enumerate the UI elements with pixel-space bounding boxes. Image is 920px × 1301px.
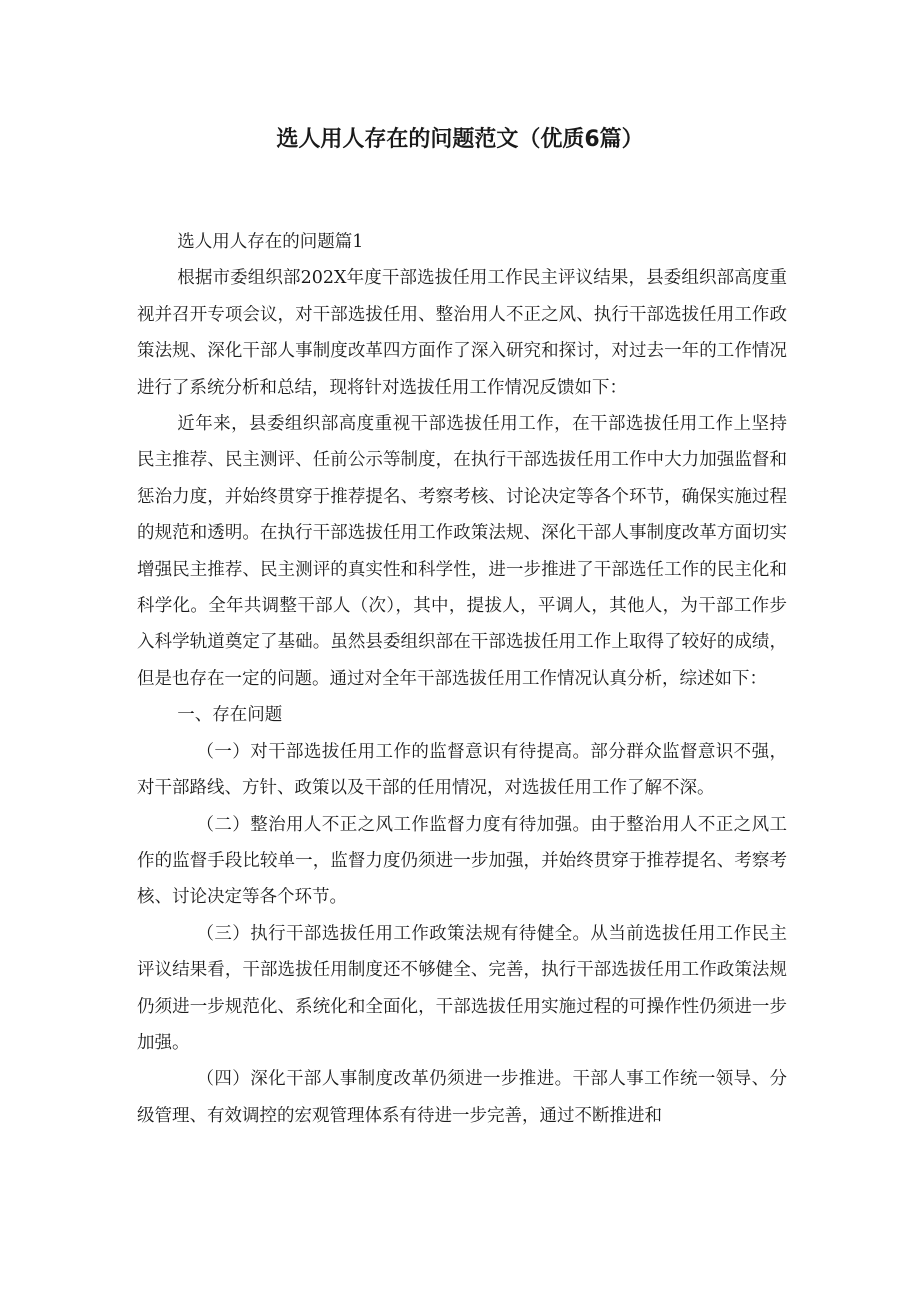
section-heading: 选人用人存在的问题篇1 xyxy=(177,232,364,252)
document-title: 选人用人存在的问题范文（优质6篇） xyxy=(276,127,644,152)
issue-item: （一）对干部选拔任用工作的监督意识有待提高。部分群众监督意识不强，对干部路线、方针、政策以及干部的任用情况，对选拔任用工作了解不深。 xyxy=(137,741,787,799)
paragraph-intro: 根据市委组织部202X年度干部选拔任用工作民主评议结果，县委组织部高度重视并召开专项会议，对干部选拔任用、整治用人不正之风、执行干部选拔任用工作政策法规、深化干部人事制度改革四方面作了深入研究和探讨，对过去一年的工作情况进行了系统分析和总结，现将针对选拔任用工作情况反馈如下： xyxy=(137,268,787,398)
subheading-existing-problems: 一、存在问题 xyxy=(177,705,283,726)
issue-item: （三）执行干部选拔任用工作政策法规有待健全。从当前选拔任用工作民主评议结果看，干部选拔任用制度还不够健全、完善，执行干部选拔任用工作政策法规仍须进一步规范化、系统化和全面化，干部选拔任用实施过程的可操作性仍须进一步加强。 xyxy=(137,923,787,1053)
issue-item: （二）整治用人不正之风工作监督力度有待加强。由于整治用人不正之风工作的监督手段比较单一，监督力度仍须进一步加强，并始终贯穿于推荐提名、考察考核、讨论决定等各个环节。 xyxy=(137,814,787,908)
paragraph-overview: 近年来，县委组织部高度重视干部选拔任用工作，在干部选拔任用工作上坚持民主推荐、民主测评、任前公示等制度，在执行干部选拔任用工作中大力加强监督和惩治力度，并始终贯穿于推荐提名、考察考核、讨论决定等各个环节，确保实施过程的规范和透明。在执行干部选拔任用工作政策法规、深化干部人事制度改革方面切实增强民主推荐、民主测评的真实性和科学性，进一步推进了干部选任工作的民主化和科学化。全年共调整干部人（次），其中，提拔人，平调人，其他人，为干部工作步入科学轨道奠定了基础。虽然县委组织部在干部选拔任用工作上取得了较好的成绩，但是也存在一定的问题。通过对全年干部选拔任用工作情况认真分析，综述如下： xyxy=(137,414,787,689)
document-body xyxy=(137,224,787,1134)
issue-item: （四）深化干部人事制度改革仍须进一步推进。干部人事工作统一领导、分级管理、有效调控的宏观管理体系有待进一步完善，通过不断推进和 xyxy=(137,1069,787,1126)
